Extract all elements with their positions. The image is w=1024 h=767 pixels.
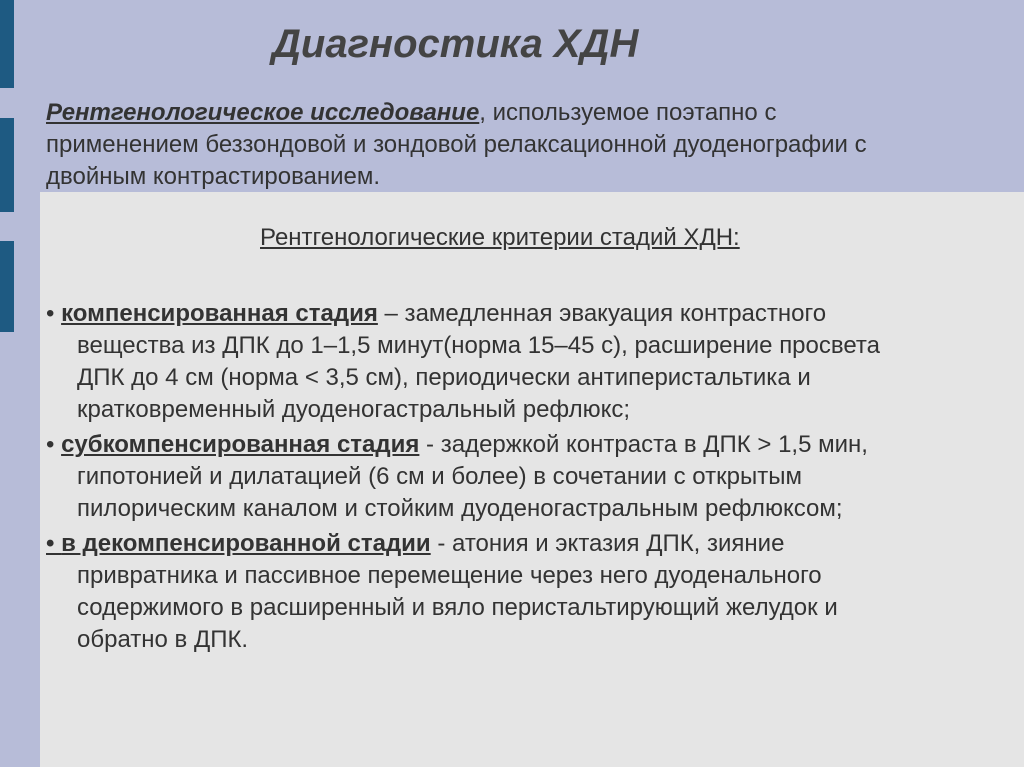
stage-decompensated xyxy=(46,528,1024,656)
stage-first-rest: – замедленная эвакуация контрастного xyxy=(377,300,827,327)
stage-line: гипотонией и дилатацией (6 см и более) в сочетании с открытым xyxy=(77,463,802,490)
stage-line: обратно в ДПК. xyxy=(77,626,249,653)
stage-line: ДПК до 4 см (норма < 3,5 см), периодически антиперистальтика и xyxy=(77,364,811,391)
intro-line-1 xyxy=(46,97,1024,129)
slide-title: Диагностика ХДН xyxy=(272,22,639,66)
bullet: • xyxy=(46,530,62,557)
stage-line: пилорическим каналом и стойким дуоденогастральным рефлюксом; xyxy=(77,495,843,522)
stage-line: вещества из ДПК до 1–1,5 минут(норма 15–45 с), расширение просвета xyxy=(77,332,880,359)
stage-subcompensated xyxy=(46,429,1024,525)
stage-term: субкомпенсированная стадия xyxy=(61,431,420,458)
stage-line: кратковременный дуоденогастральный рефлюкс; xyxy=(77,396,631,423)
criteria-heading: Рентгенологические критерии стадий ХДН: xyxy=(260,224,740,251)
accent-bar-top xyxy=(0,0,14,88)
accent-bar-bottom xyxy=(0,241,14,332)
intro-line-1-rest: , используемое поэтапно с xyxy=(479,99,777,126)
bullet: • xyxy=(46,300,62,327)
stage-first-line xyxy=(46,298,1024,330)
stage-line: содержимого в расширенный и вяло перистальтирующий желудок и xyxy=(77,594,838,621)
stage-term xyxy=(46,530,431,557)
stage-first-rest: - атония и эктазия ДПК, зияние xyxy=(430,530,785,557)
bullet: • xyxy=(46,431,62,458)
criteria-list xyxy=(46,298,1024,659)
stage-first-line xyxy=(46,429,1024,461)
intro-line-2: применением беззондовой и зондовой релаксационной дуоденографии с xyxy=(46,131,867,158)
stage-compensated xyxy=(46,298,1024,426)
intro-line-3: двойным контрастированием. xyxy=(46,163,381,190)
intro-method: Рентгенологическое исследование xyxy=(46,99,480,126)
stage-term: компенсированная стадия xyxy=(61,300,378,327)
intro-paragraph xyxy=(46,97,1024,193)
stage-term-text: в декомпенсированной стадии xyxy=(61,530,431,557)
stage-first-line xyxy=(46,528,1024,560)
stage-line: привратника и пассивное перемещение через него дуоденального xyxy=(77,562,822,589)
side-accent-bars xyxy=(0,0,14,767)
stage-first-rest: - задержкой контраста в ДПК > 1,5 мин, xyxy=(419,431,868,458)
accent-bar-middle xyxy=(0,118,14,212)
